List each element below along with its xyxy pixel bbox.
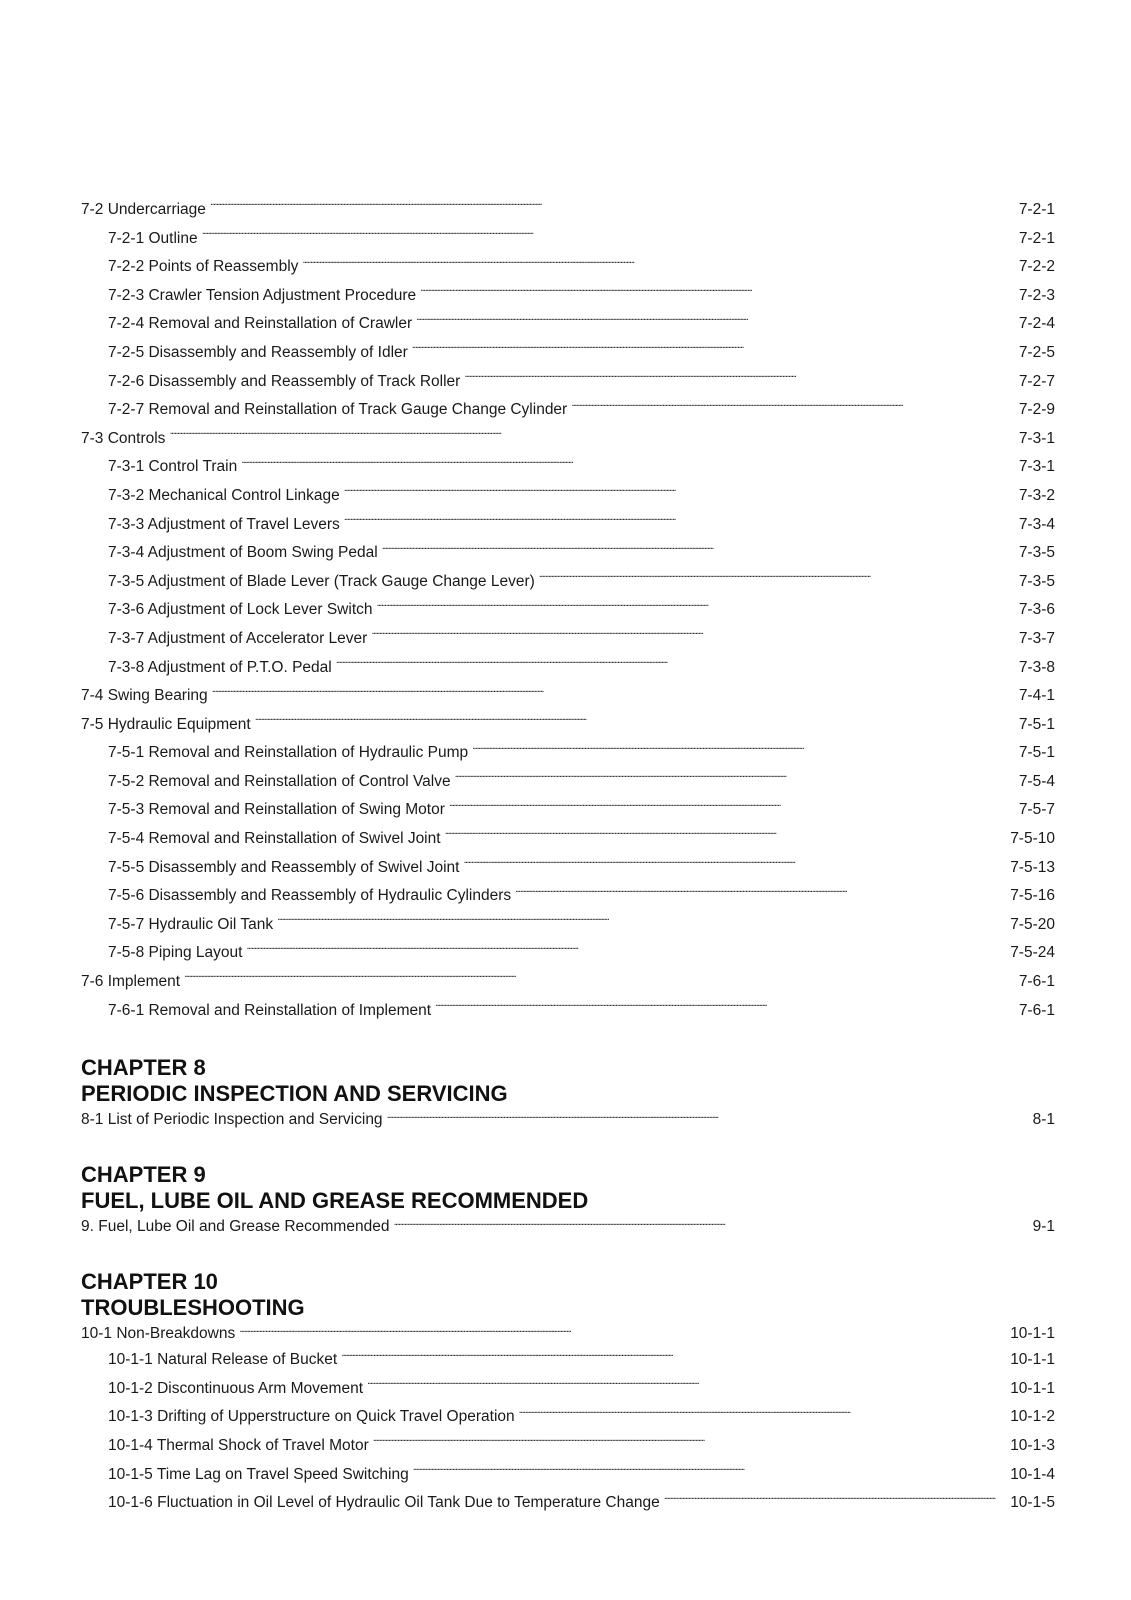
toc-entry[interactable] <box>81 1108 1055 1132</box>
toc-entry[interactable] <box>81 1322 1055 1346</box>
dot-leader <box>435 999 1015 1015</box>
toc-entry-page-number: 7-3-8 <box>1018 658 1055 676</box>
toc-entry-page-number: 7-2-7 <box>1018 372 1055 390</box>
dot-leader <box>416 313 1015 329</box>
toc-entry[interactable] <box>81 1215 1055 1239</box>
toc-entry-page-number: 7-4-1 <box>1018 687 1055 705</box>
dot-leader <box>255 713 1015 729</box>
toc-entry[interactable] <box>81 596 1055 625</box>
toc-entry-title: 7-3-2 Mechanical Control Linkage <box>108 486 340 504</box>
dot-leader <box>210 199 1015 215</box>
toc-entry-page-number: 7-5-1 <box>1018 715 1055 733</box>
toc-entry[interactable] <box>81 854 1055 883</box>
dot-leader <box>455 770 1015 786</box>
toc-entry[interactable] <box>81 739 1055 768</box>
toc-entry-page-number: 7-3-5 <box>1018 572 1055 590</box>
dot-leader <box>277 913 1006 929</box>
toc-entry-title: 7-3-8 Adjustment of P.T.O. Pedal <box>108 658 332 676</box>
toc-entry[interactable] <box>81 482 1055 511</box>
dot-leader <box>393 1216 1028 1232</box>
toc-entry[interactable] <box>81 568 1055 597</box>
dot-leader <box>169 427 1014 443</box>
chapter-8-subheading: PERIODIC INSPECTION AND SERVICING <box>81 1081 508 1107</box>
chapter-8-list <box>81 1108 1055 1132</box>
toc-entry-title: 10-1-1 Natural Release of Bucket <box>108 1351 338 1369</box>
toc-entry-page-number: 7-2-3 <box>1018 286 1055 304</box>
toc-entry[interactable] <box>81 1346 1055 1375</box>
toc-entry-page-number: 7-2-1 <box>1018 201 1055 218</box>
dot-leader <box>336 656 1015 672</box>
toc-entry-page-number: 10-1-4 <box>1010 1465 1055 1483</box>
toc-entry[interactable] <box>81 282 1055 311</box>
toc-entry[interactable] <box>81 711 1055 740</box>
toc-entry-page-number: 7-5-4 <box>1018 772 1055 790</box>
toc-entry-title: 7-3-3 Adjustment of Travel Levers <box>108 515 340 533</box>
toc-entry-title: 7-5-4 Removal and Reinstallation of Swivel Joint <box>108 830 441 848</box>
toc-entry[interactable] <box>81 453 1055 482</box>
toc-entry-title: 10-1 Non-Breakdowns <box>81 1325 236 1343</box>
toc-entry-title: 7-3-6 Adjustment of Lock Lever Switch <box>108 601 373 619</box>
toc-entry[interactable] <box>81 1461 1055 1490</box>
toc-entry-title: 7-5 Hydraulic Equipment <box>81 715 251 733</box>
dot-leader <box>449 799 1015 815</box>
toc-entry-page-number: 7-3-1 <box>1018 458 1055 476</box>
section-7-list <box>81 196 1055 1025</box>
dot-leader <box>420 284 1015 300</box>
toc-entry-title: 10-1-5 Time Lag on Travel Speed Switching <box>108 1465 409 1483</box>
toc-entry[interactable] <box>81 968 1055 997</box>
toc-entry-page-number: 7-5-10 <box>1010 830 1055 848</box>
toc-entry-page-number: 7-3-5 <box>1018 544 1055 562</box>
toc-entry-page-number: 8-1 <box>1032 1111 1055 1129</box>
dot-leader <box>515 885 1006 901</box>
chapter-9-list <box>81 1215 1055 1239</box>
toc-entry-title: 10-1-3 Drifting of Upperstructure on Quick Travel Operation <box>108 1408 515 1426</box>
chapter-9-heading: CHAPTER 9 <box>81 1162 206 1188</box>
dot-leader <box>539 570 1015 586</box>
toc-entry[interactable] <box>81 225 1055 254</box>
toc-entry-page-number: 7-5-7 <box>1018 801 1055 819</box>
toc-entry-page-number: 7-3-2 <box>1018 486 1055 504</box>
toc-entry-title: 7-2-7 Removal and Reinstallation of Track Gauge Change Cylinder <box>108 401 568 419</box>
chapter-8-block <box>81 1055 1055 1132</box>
toc-entry-page-number: 7-5-24 <box>1010 944 1055 962</box>
dot-leader <box>445 828 1007 844</box>
chapter-9-block <box>81 1162 1055 1239</box>
toc-entry[interactable] <box>81 939 1055 968</box>
toc-entry-title: 7-5-6 Disassembly and Reassembly of Hydraulic Cylinders <box>108 887 512 905</box>
toc-entry-title: 7-2-3 Crawler Tension Adjustment Procedure <box>108 286 417 304</box>
toc-entry-page-number: 7-6-1 <box>1018 973 1055 991</box>
toc-entry[interactable] <box>81 768 1055 797</box>
dot-leader <box>239 1323 1006 1339</box>
toc-entry-title: 7-5-7 Hydraulic Oil Tank <box>108 915 274 933</box>
toc-entry-title: 7-5-2 Removal and Reinstallation of Control Valve <box>108 772 451 790</box>
toc-entry[interactable] <box>81 425 1055 454</box>
dot-leader <box>387 1109 1029 1125</box>
dot-leader <box>302 256 1014 272</box>
toc-entry-title: 7-5-1 Removal and Reinstallation of Hydraulic Pump <box>108 744 469 762</box>
toc-entry[interactable] <box>81 682 1055 711</box>
toc-entry-page-number: 10-1-5 <box>1010 1494 1055 1512</box>
toc-entry-title: 8-1 List of Periodic Inspection and Servicing <box>81 1111 383 1129</box>
dot-leader <box>472 742 1015 758</box>
toc-entry-title: 7-3-1 Control Train <box>108 458 238 476</box>
toc-entry[interactable] <box>81 196 1055 225</box>
dot-leader <box>571 399 1015 415</box>
toc-entry-page-number: 7-5-1 <box>1018 744 1055 762</box>
toc-entry[interactable] <box>81 911 1055 940</box>
dot-leader <box>377 599 1015 615</box>
toc-entry-title: 7-2-1 Outline <box>108 229 198 247</box>
dot-leader <box>212 685 1015 701</box>
toc-entry-page-number: 7-5-13 <box>1010 858 1055 876</box>
toc-entry[interactable] <box>81 625 1055 654</box>
toc-entry-title: 10-1-6 Fluctuation in Oil Level of Hydraulic Oil Tank Due to Temperature Change <box>108 1494 660 1512</box>
toc-entry-title: 7-3-4 Adjustment of Boom Swing Pedal <box>108 544 378 562</box>
toc-entry-title: 7-3-7 Adjustment of Accelerator Lever <box>108 629 368 647</box>
toc-entry-page-number: 7-2-2 <box>1018 258 1055 276</box>
toc-entry-title: 7-3-5 Adjustment of Blade Lever (Track Gauge Change Lever) <box>108 572 535 590</box>
toc-entry[interactable] <box>81 396 1055 425</box>
chapter-10-list <box>81 1322 1055 1518</box>
toc-entry-title: 7-5-8 Piping Layout <box>108 944 243 962</box>
dot-leader <box>341 1349 1006 1365</box>
toc-entry-page-number: 7-3-4 <box>1018 515 1055 533</box>
toc-entry-title: 10-1-2 Discontinuous Arm Movement <box>108 1379 364 1397</box>
dot-leader <box>344 513 1015 529</box>
dot-leader <box>241 456 1015 472</box>
toc-entry[interactable] <box>81 539 1055 568</box>
chapter-10-heading: CHAPTER 10 <box>81 1269 218 1295</box>
toc-entry-title: 7-2-2 Points of Reassembly <box>108 258 299 276</box>
toc-entry[interactable] <box>81 1489 1055 1518</box>
toc-entry[interactable] <box>81 310 1055 339</box>
toc-entry-title: 7-2-5 Disassembly and Reassembly of Idler <box>108 343 408 361</box>
toc-entry-title: 7-2-4 Removal and Reinstallation of Crawler <box>108 315 413 333</box>
toc-entry[interactable] <box>81 997 1055 1026</box>
dot-leader <box>382 542 1015 558</box>
toc-entry-title: 7-2 Undercarriage <box>81 201 206 218</box>
dot-leader <box>344 484 1015 500</box>
chapter-9-subheading: FUEL, LUBE OIL AND GREASE RECOMMENDED <box>81 1188 589 1214</box>
dot-leader <box>246 942 1006 958</box>
toc-entry[interactable] <box>81 368 1055 397</box>
dot-leader <box>184 971 1015 987</box>
toc-entry-page-number: 10-1-1 <box>1010 1325 1055 1343</box>
toc-entry-title: 7-2-6 Disassembly and Reassembly of Track Roller <box>108 372 461 390</box>
dot-leader <box>519 1406 1007 1422</box>
toc-entry[interactable] <box>81 825 1055 854</box>
toc-entry-page-number: 7-6-1 <box>1018 1001 1055 1019</box>
chapter-8-heading: CHAPTER 8 <box>81 1055 206 1081</box>
toc-entry[interactable] <box>81 339 1055 368</box>
dot-leader <box>373 1435 1006 1451</box>
toc-entry-page-number: 7-3-1 <box>1018 429 1055 447</box>
toc-entry-page-number: 7-2-1 <box>1018 229 1055 247</box>
toc-entry[interactable] <box>81 882 1055 911</box>
toc-entry[interactable] <box>81 1403 1055 1432</box>
toc-entry-page-number: 7-5-16 <box>1010 887 1055 905</box>
toc-entry-title: 7-3 Controls <box>81 429 166 447</box>
toc-entry-page-number: 9-1 <box>1032 1218 1055 1236</box>
toc-entry[interactable] <box>81 1432 1055 1461</box>
toc-entry[interactable] <box>81 654 1055 683</box>
dot-leader <box>464 370 1014 386</box>
toc-entry[interactable] <box>81 511 1055 540</box>
toc-entry-title: 7-4 Swing Bearing <box>81 687 208 705</box>
toc-entry-title: 7-6-1 Removal and Reinstallation of Implement <box>108 1001 432 1019</box>
toc-entry-page-number: 7-3-6 <box>1018 601 1055 619</box>
toc-entry-title: 10-1-4 Thermal Shock of Travel Motor <box>108 1437 369 1454</box>
toc-entry-title: 7-5-3 Removal and Reinstallation of Swing Motor <box>108 801 445 819</box>
dot-leader <box>664 1492 1006 1508</box>
table-of-contents <box>81 196 1055 1518</box>
toc-entry[interactable] <box>81 1375 1055 1404</box>
toc-entry-title: 7-5-5 Disassembly and Reassembly of Swivel Joint <box>108 858 460 876</box>
toc-entry-page-number: 7-5-20 <box>1010 915 1055 933</box>
toc-entry-page-number: 7-2-5 <box>1018 343 1055 361</box>
toc-entry-page-number: 10-1-3 <box>1010 1437 1055 1454</box>
toc-entry-page-number: 10-1-1 <box>1010 1351 1055 1369</box>
dot-leader <box>371 627 1014 643</box>
toc-entry[interactable] <box>81 253 1055 282</box>
chapter-10-subheading: TROUBLESHOOTING <box>81 1295 305 1321</box>
dot-leader <box>413 1463 1006 1479</box>
dot-leader <box>367 1377 1006 1393</box>
toc-entry-title: 9. Fuel, Lube Oil and Grease Recommended <box>81 1218 390 1236</box>
toc-entry[interactable] <box>81 796 1055 825</box>
dot-leader <box>463 856 1006 872</box>
toc-entry-page-number: 7-2-4 <box>1018 315 1055 333</box>
dot-leader <box>412 341 1015 357</box>
toc-entry-page-number: 7-3-7 <box>1018 629 1055 647</box>
toc-entry-page-number: 7-2-9 <box>1018 401 1055 419</box>
toc-entry-page-number: 10-1-1 <box>1010 1379 1055 1397</box>
dot-leader <box>202 227 1015 243</box>
toc-entry-title: 7-6 Implement <box>81 973 181 991</box>
toc-entry-page-number: 10-1-2 <box>1010 1408 1055 1426</box>
chapter-10-block <box>81 1269 1055 1518</box>
